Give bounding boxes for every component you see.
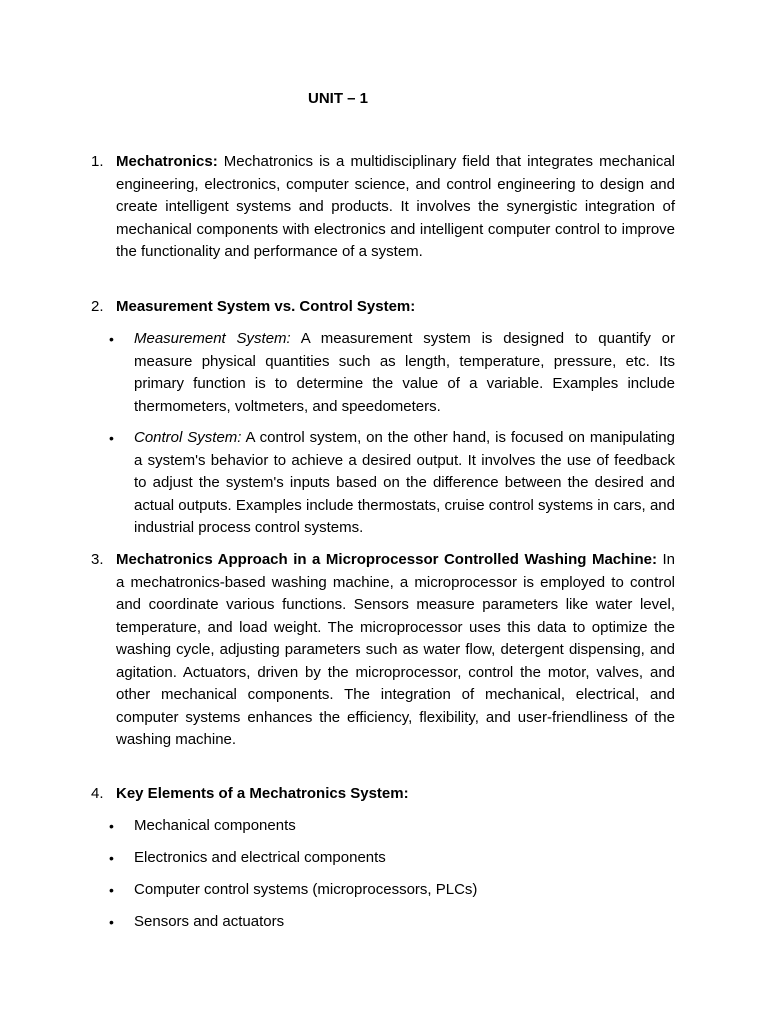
bullet-dot: • — [109, 914, 114, 930]
bullet-text: Sensors and actuators — [134, 913, 285, 930]
list-item-washing-machine — [91, 549, 675, 752]
bullet-term: Measurement System: — [134, 330, 291, 347]
bullet-description: A measurement system is designed to quantify or measure physical quantities such as length, temperature, pressure, etc. Its primary function is to determine the value of a variable. Examples include thermometers, voltmeters, and speedometers. — [134, 330, 675, 415]
bullet-electronics — [109, 847, 675, 870]
item-number: 3. — [91, 551, 104, 568]
item-text: In a mechatronics-based washing machine, a microprocessor is employed to control and coordinate various functions. Sensors measure parameters like water level, temperature, and load weight. The microprocessor uses this data to optimize the washing cycle, adjusting parameters such as water flow, detergent dispensing, and agitation. Actuators, driven by the microprocessor, control the motor, valves, and other mechanical components. The integration of mechanical, electrical, and computer systems enhances the efficiency, flexibility, and user-friendliness of the washing machine. — [116, 551, 676, 748]
item-heading: Measurement System vs. Control System: — [116, 298, 416, 315]
page-title: UNIT – 1 — [308, 90, 369, 107]
item-heading: Key Elements of a Mechatronics System: — [116, 785, 409, 802]
item-text: Mechatronics is a multidisciplinary field that integrates mechanical engineering, electronics, computer science, and control engineering to design and create intelligent systems and products. It involves the synergistic integration of mechanical components with electronics and intelligent computer control to improve the functionality and performance of a system. — [116, 153, 675, 260]
item-body — [116, 549, 675, 752]
list-item-key-elements — [91, 783, 675, 806]
item-number: 4. — [91, 785, 104, 802]
bullet-description: A control system, on the other hand, is focused on manipulating a system's behavior to achieve a desired output. It involves the use of feedback to adjust the system's inputs based on the difference between the desired and actual outputs. Examples include thermostats, cruise control systems in cars, and industrial process control systems. — [134, 429, 675, 536]
list-item-mechatronics — [91, 151, 675, 264]
bullet-dot: • — [109, 331, 114, 347]
bullet-dot: • — [109, 430, 114, 446]
list-item-measurement-vs-control — [91, 296, 675, 319]
item-number: 2. — [91, 298, 104, 315]
bullet-text: Computer control systems (microprocessors, PLCs) — [134, 881, 478, 898]
bullet-text — [134, 427, 675, 540]
item-body — [116, 151, 675, 264]
item-number: 1. — [91, 153, 104, 170]
bullet-term: Control System: — [134, 429, 242, 446]
bullet-mechanical-components — [109, 815, 675, 838]
bullet-dot: • — [109, 818, 114, 834]
bullet-measurement-system — [109, 328, 675, 418]
item-heading: Mechatronics Approach in a Microprocessor Controlled Washing Machine: — [116, 551, 657, 568]
bullet-control-system — [109, 427, 675, 540]
bullet-text — [134, 328, 675, 418]
item-body — [116, 783, 675, 806]
item-heading: Mechatronics: — [116, 153, 218, 170]
bullet-dot: • — [109, 850, 114, 866]
bullet-computer-control — [109, 879, 675, 902]
item-body — [116, 296, 675, 319]
bullet-sensors-actuators — [109, 911, 675, 934]
bullet-dot: • — [109, 882, 114, 898]
bullet-text: Electronics and electrical components — [134, 849, 386, 866]
bullet-text: Mechanical components — [134, 817, 296, 834]
